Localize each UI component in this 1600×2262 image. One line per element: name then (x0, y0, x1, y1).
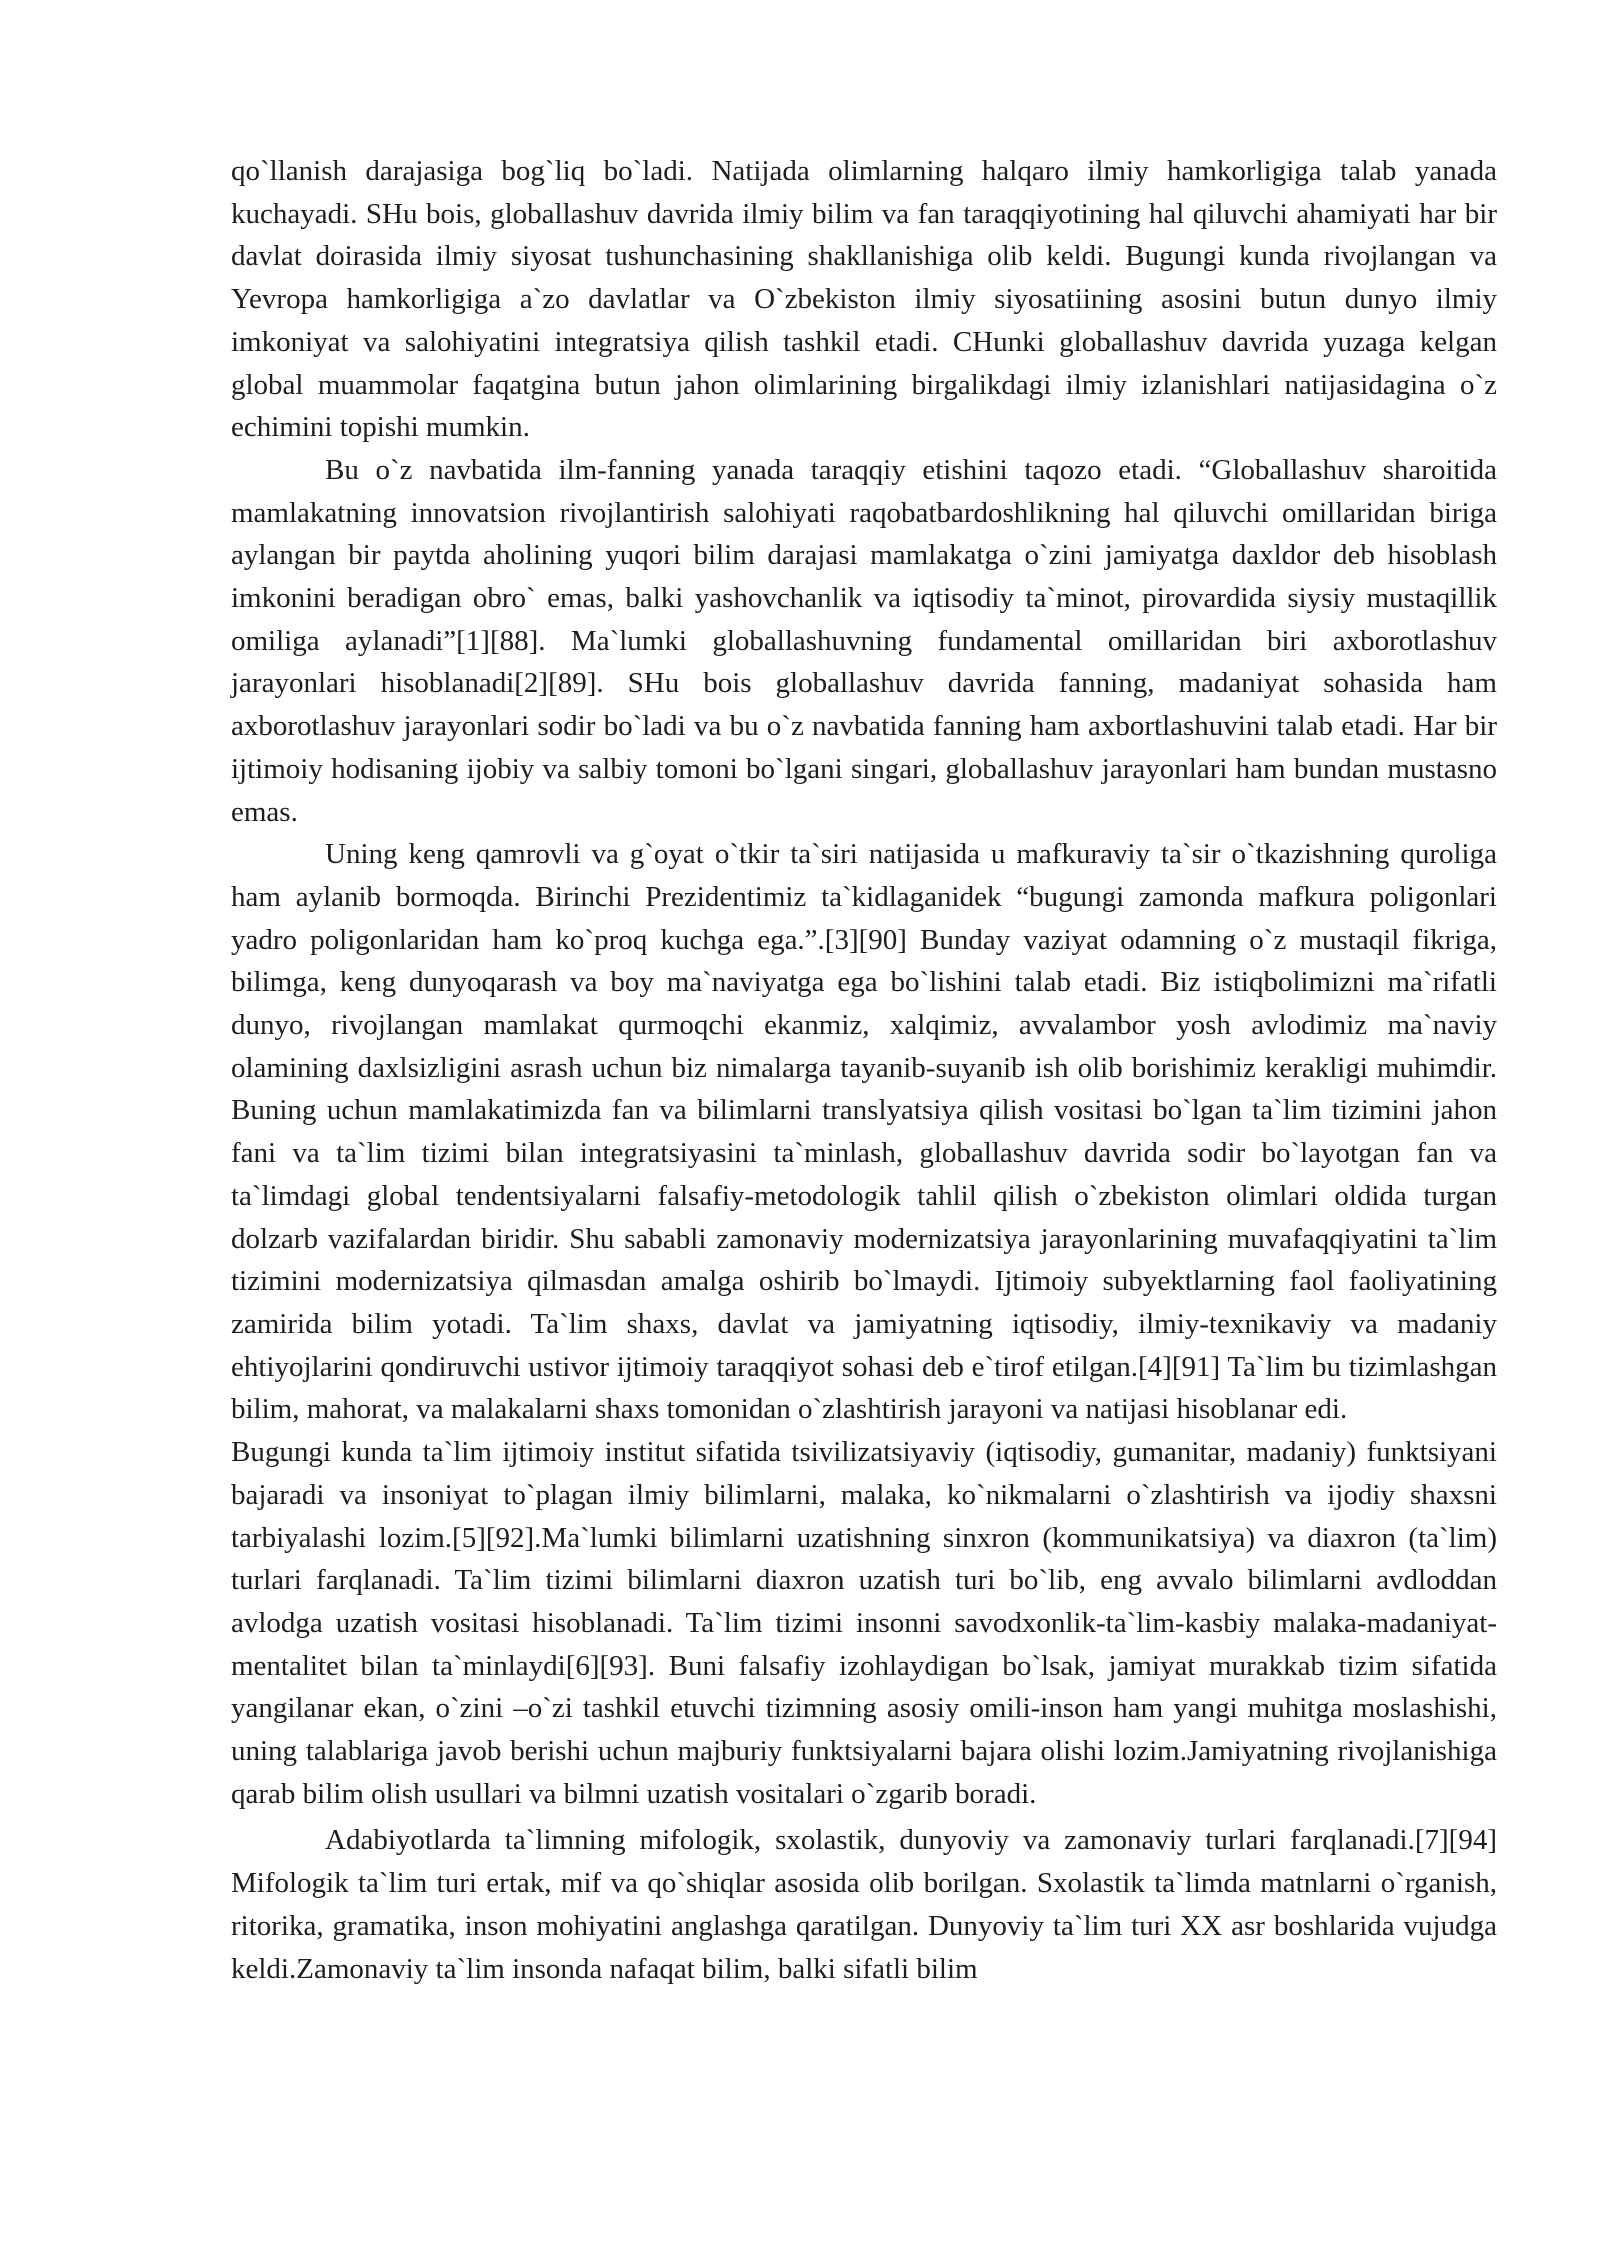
paragraph-2: Bu o`z navbatida ilm-fanning yanada taraqqiy etishini taqozo etadi. “Globallashuv sharoitida mamlakatning innovatsion rivojlantirish salohiyati raqobatbardoshlikning hal qiluvchi omillaridan biriga aylangan bir paytda aholining yuqori bilim darajasi mamlakatga o`zini jamiyatga daxldor deb hisoblash imkonini beradigan obro` emas, balki yashovchanlik va iqtisodiy ta`minot, pirovardida siysiy mustaqillik omiliga aylanadi”[1][88]. Ma`lumki globallashuvning fundamental omillaridan biri axborotlashuv jarayonlari hisoblanadi[2][89]. SHu bois globallashuv davrida fanning, madaniyat sohasida ham axborotlashuv jarayonlari sodir bo`ladi va bu o`z navbatida fanning ham axbortlashuvini talab etadi. Har bir ijtimoiy hodisaning ijobiy va salbiy tomoni bo`lgani singari, globallashuv jarayonlari ham bundan mustasno emas. (231, 453, 1497, 828)
paragraph-3: Uning keng qamrovli va g`oyat o`tkir ta`siri natijasida u mafkuraviy ta`sir o`tkazishning quroliga ham aylanib bormoqda. Birinchi Prezidentimiz ta`kidlaganidek “bugungi zamonda mafkura poligonlari yadro poligonlaridan ham ko`proq kuchga ega.”.[3][90] Bunday vaziyat odamning o`z mustaqil fikriga, bilimga, keng dunyoqarash va boy ma`naviyatga ega bo`lishini talab etadi. Biz istiqbolimizni ma`rifatli dunyo, rivojlangan mamlakat qurmoqchi ekanmiz, xalqimiz, avvalambor yosh avlodimiz ma`naviy olamining daxlsizligini asrash uchun biz nimalarga tayanib-suyanib ish olib borishimiz kerakligi muhimdir. Buning uchun mamlakatimizda fan va bilimlarni translyatsiya qilish vositasi bo`lgan ta`lim tizimini jahon fani va ta`lim tizimi bilan integratsiyasini ta`minlash, globallashuv davrida sodir bo`layotgan fan va ta`limdagi global tendentsiyalarni falsafiy-metodologik tahlil qilish o`zbekiston olimlari oldida turgan dolzarb vazifalardan biridir. Shu sababli zamonaviy modernizatsiya jarayonlarining muvafaqqiyatini ta`lim tizimini modernizatsiya qilmasdan amalga oshirib bo`lmaydi. Ijtimoiy subyektlarning faol faoliyatining zamirida bilim yotadi. Ta`lim shaxs, davlat va jamiyatning iqtisodiy, ilmiy-texnikaviy va madaniy ehtiyojlarini qondiruvchi ustivor ijtimoiy taraqqiyot sohasi deb e`tirof etilgan.[4][91] Ta`lim bu tizimlashgan bilim, mahorat, va malakalarni shaxs tomonidan o`zlashtirish jarayoni va natijasi hisoblanar edi. (231, 838, 1497, 1426)
paragraph-1: qo`llanish darajasiga bog`liq bo`ladi. Natijada olimlarning halqaro ilmiy hamkorligiga talab yanada kuchayadi. SHu bois, globallashuv davrida ilmiy bilim va fan taraqqiyotining hal qiluvchi ahamiyati har bir davlat doirasida ilmiy siyosat tushunchasining shakllanishiga olib keldi. Bugungi kunda rivojlangan va Yevropa hamkorligiga a`zo davlatlar va O`zbekiston ilmiy siyosatiining asosini butun dunyo ilmiy imkoniyat va salohiyatini integratsiya qilish tashkil etadi. CHunki globallashuv davrida yuzaga kelgan global muammolar faqatgina butun jahon olimlarining birgalikdagi ilmiy izlanishlari natijasidagina o`z echimini topishi mumkin. (231, 155, 1497, 444)
paragraph-4: Bugungi kunda ta`lim ijtimoiy institut sifatida tsivilizatsiyaviy (iqtisodiy, gumanitar, madaniy) funktsiyani bajaradi va insoniyat to`plagan ilmiy bilimlarni, malaka, ko`nikmalarni o`zlashtirish va ijodiy shaxsni tarbiyalashi lozim.[5][92].Ma`lumki bilimlarni uzatishning sinxron (kommunikatsiya) va diaxron (ta`lim) turlari farqlanadi. Ta`lim tizimi bilimlarni diaxron uzatish turi bo`lib, eng avvalo bilimlarni avdloddan avlodga uzatish vositasi hisoblanadi. Ta`lim tizimi insonni savodxonlik-ta`lim-kasbiy malaka-madaniyat-mentalitet bilan ta`minlaydi[6][93]. Buni falsafiy izohlaydigan bo`lsak, jamiyat murakkab tizim sifatida yangilanar ekan, o`zini –o`zi tashkil etuvchi tizimning asosiy omili-inson ham yangi muhitga moslashishi, uning talablariga javob berishi uchun majburiy funktsiyalarni bajara olishi lozim.Jamiyatning rivojlanishiga qarab bilim olish usullari va bilmni uzatish vositalari o`zgarib boradi. (231, 1436, 1497, 1810)
document-page (231, 150, 1497, 1990)
paragraph-5: Adabiyotlarda ta`limning mifologik, sxolastik, dunyoviy va zamonaviy turlari farqlanadi.[7][94] Mifologik ta`lim turi ertak, mif va qo`shiqlar asosida olib borilgan. Sxolastik ta`limda matnlarni o`rganish, ritorika, gramatika, inson mohiyatini anglashga qaratilgan. Dunyoviy ta`lim turi XX asr boshlarida vujudga keldi.Zamonaviy ta`lim insonda nafaqat bilim, balki sifatli bilim (231, 1824, 1497, 1985)
